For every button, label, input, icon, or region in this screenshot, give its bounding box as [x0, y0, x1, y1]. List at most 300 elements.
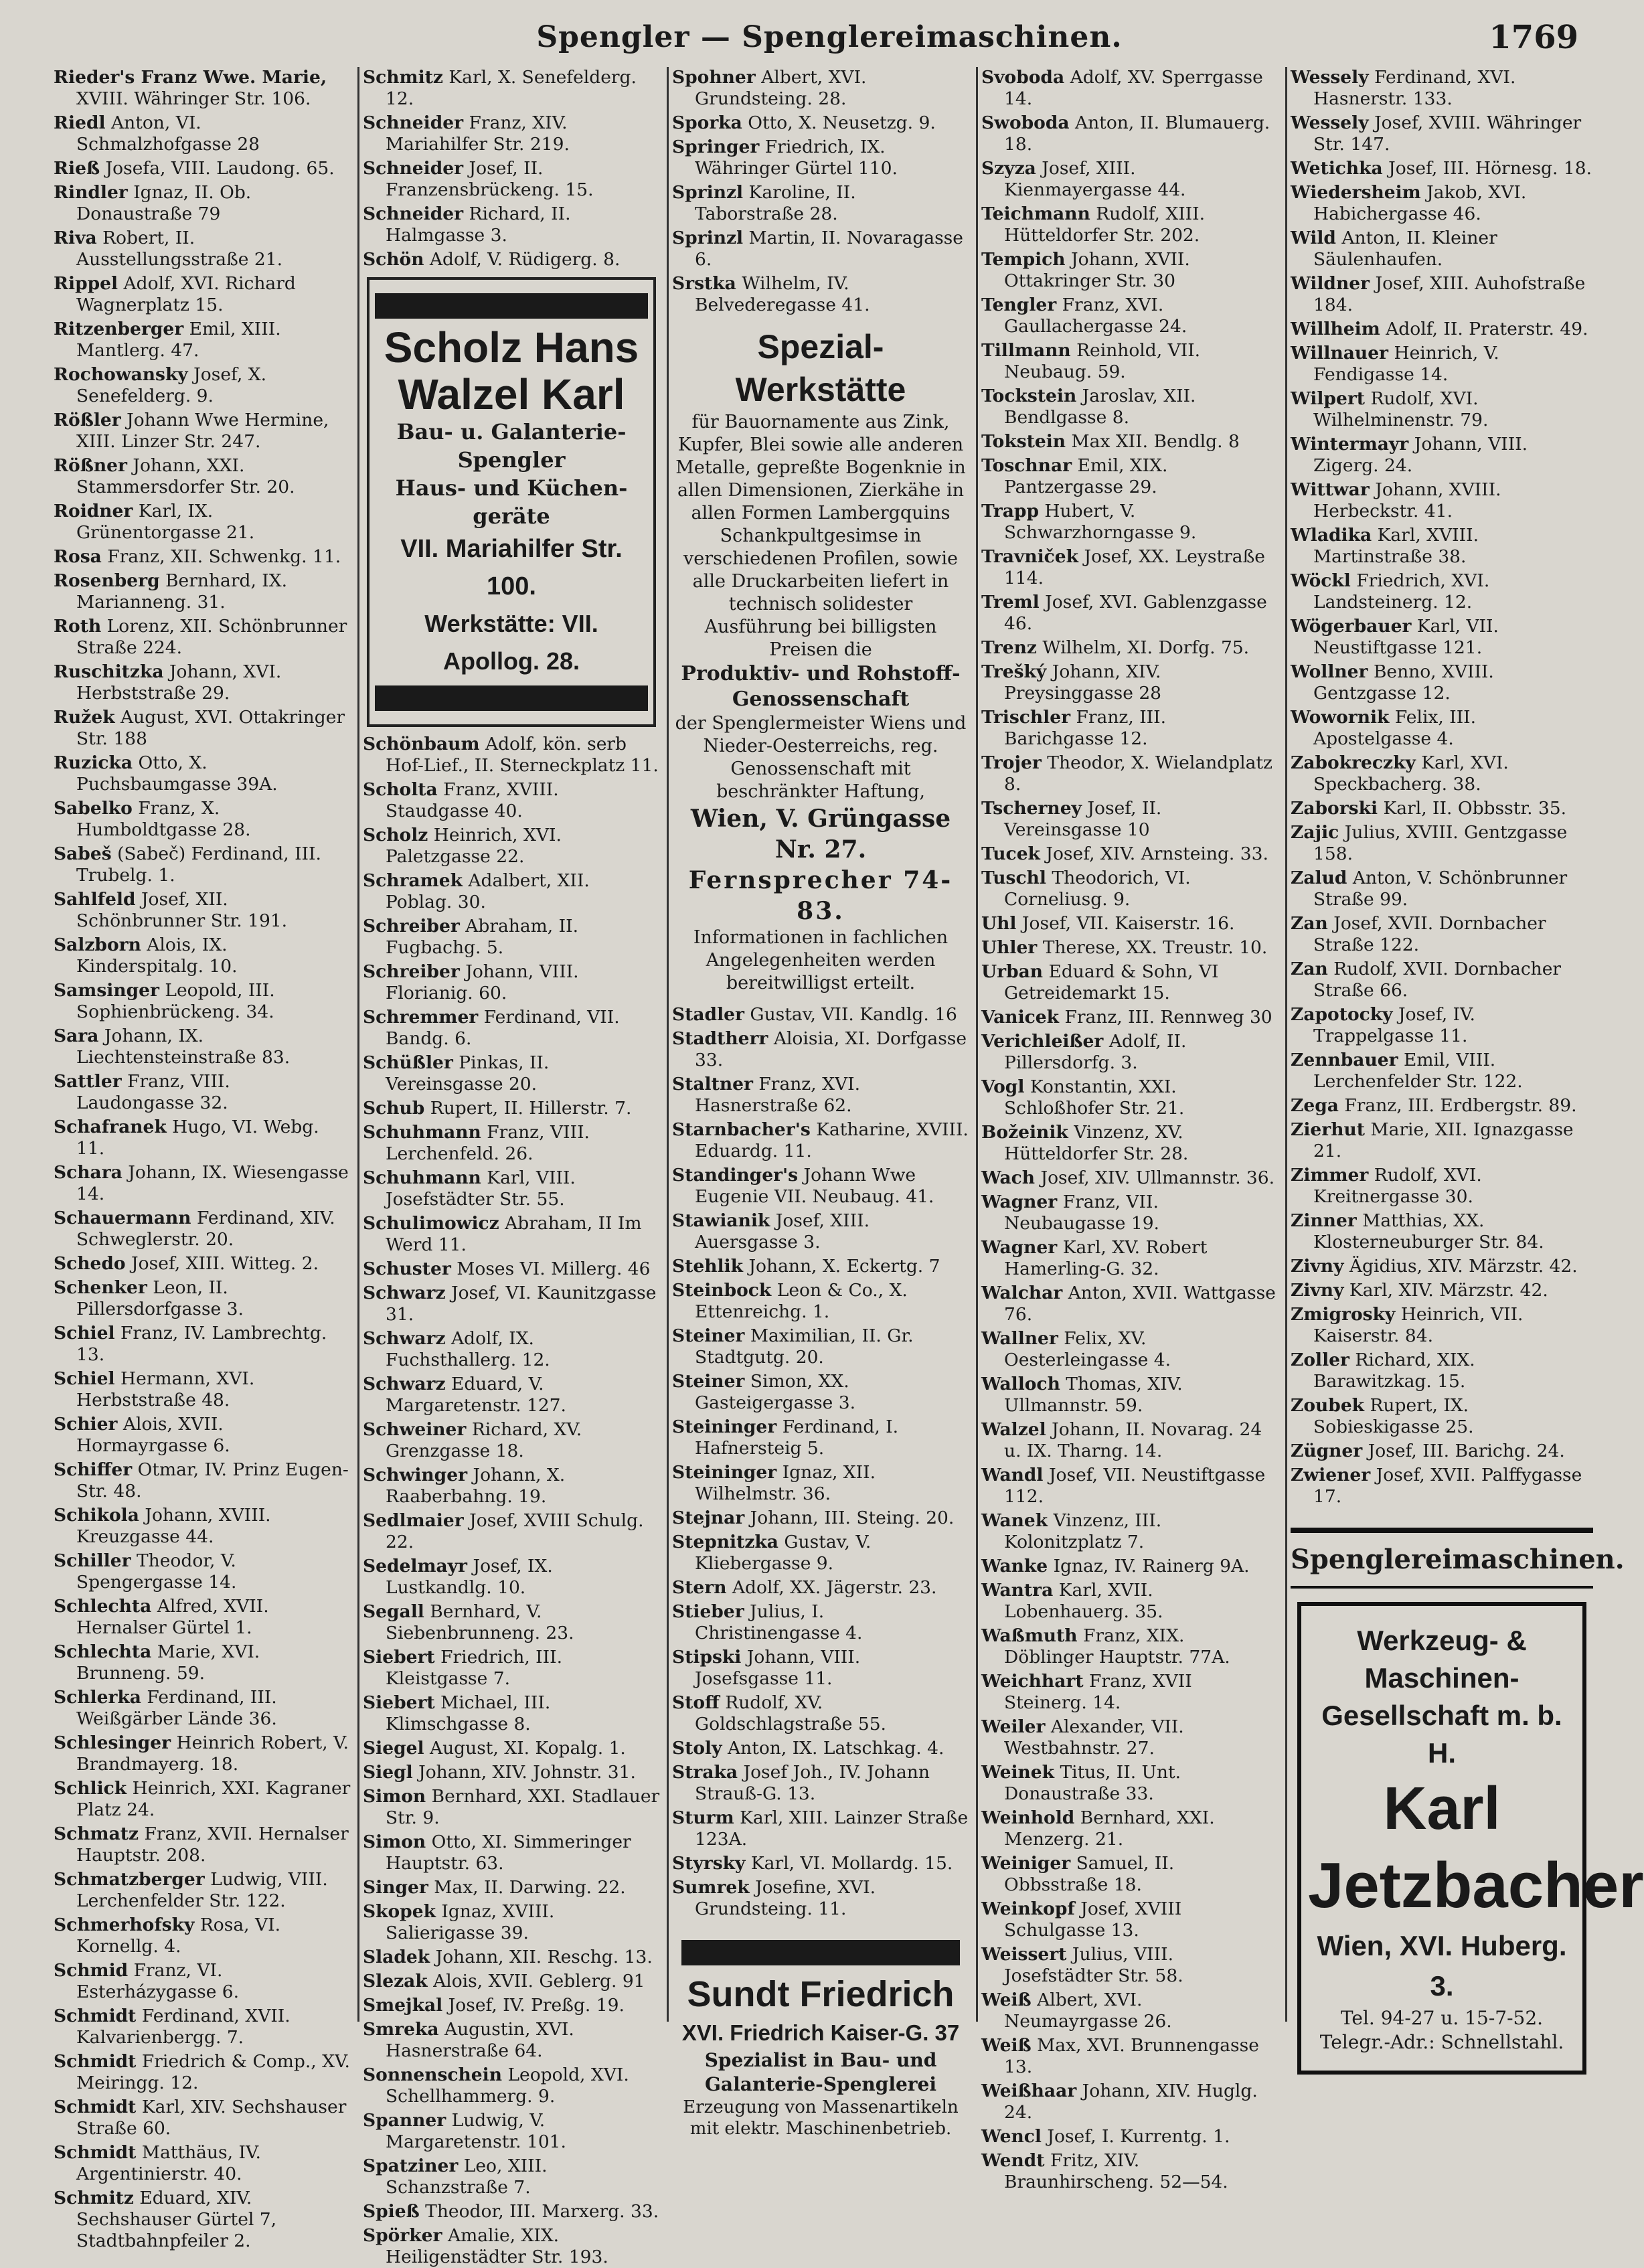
directory-entry — [363, 870, 660, 913]
directory-entry — [54, 112, 351, 155]
directory-entry — [54, 228, 351, 270]
directory-entry — [981, 1007, 1279, 1028]
entry-name: Sumrek — [672, 1877, 750, 1898]
directory-entry — [1291, 182, 1593, 225]
entry-name: Staltner — [672, 1074, 753, 1095]
directory-entry — [54, 1687, 351, 1730]
entry-name: Ruschitzka — [54, 661, 164, 682]
entry-name: Zügner — [1291, 1441, 1363, 1461]
directory-entry — [981, 1076, 1279, 1119]
entry-name: Scholz — [363, 825, 428, 845]
directory-entry — [54, 182, 351, 225]
entry-name: Zmigrosky — [1291, 1304, 1396, 1325]
directory-entry — [981, 1556, 1279, 1577]
entry-name: Simon — [363, 1786, 426, 1807]
entry-name: Stawianik — [672, 1210, 770, 1231]
entry-details: Friedrich, III. Kleistgasse 7. — [386, 1647, 562, 1689]
directory-entry — [672, 273, 969, 316]
entry-name: Schiffer — [54, 1459, 133, 1480]
entry-details: Eduard & Sohn, VI Getreidemarkt 15. — [1004, 961, 1219, 1003]
entry-details: Richard, XV. Grenzgasse 18. — [386, 1419, 582, 1461]
entry-name: Walzel — [981, 1419, 1046, 1440]
directory-entry — [363, 1832, 660, 1874]
entry-details: Adolf, XX. Jägerstr. 23. — [732, 1577, 937, 1598]
directory-entry — [1291, 319, 1593, 340]
entry-name: Weinhold — [981, 1807, 1075, 1828]
directory-entry — [981, 546, 1279, 589]
section-heading: Spenglereimaschinen. — [1291, 1528, 1593, 1589]
ad-line: Karl — [1383, 1775, 1501, 1842]
entry-name: Toschnar — [981, 455, 1072, 476]
directory-entry — [54, 1026, 351, 1068]
entry-name: Siegl — [363, 1762, 413, 1783]
entry-details: Johann, X. Raaberbahng. 19. — [386, 1465, 566, 1507]
entry-details: Johann, IX. Wiesengasse 14. — [76, 1162, 349, 1204]
directory-entry — [54, 158, 351, 179]
directory-entry — [54, 1253, 351, 1275]
entry-details: Johann, XIV. Preysinggasse 28 — [1004, 661, 1162, 704]
directory-entry — [1291, 479, 1593, 522]
entry-name: Schuster — [363, 1259, 451, 1279]
entry-name: Rößler — [54, 410, 121, 430]
directory-entry — [672, 67, 969, 110]
directory-entry — [672, 182, 969, 225]
ad-line: Produktiv- und Rohstoff-Genossenschaft — [681, 662, 961, 711]
entry-details: Josef, VII. Neustiftgasse 112. — [1004, 1465, 1266, 1507]
entry-name: Weiß — [981, 2035, 1032, 2056]
entry-name: Weinek — [981, 1762, 1055, 1783]
entry-name: Willheim — [1291, 319, 1380, 339]
directory-entry — [672, 112, 969, 134]
entry-details: Gustav, VII. Kandlg. 16 — [750, 1004, 957, 1025]
entry-details: Franz, X. Humboldtgasse 28. — [76, 798, 251, 840]
entry-name: Sprinzl — [672, 182, 744, 203]
entry-name: Schreiber — [363, 916, 460, 937]
directory-entry — [981, 1122, 1279, 1165]
entry-details: Johann, XVI. Herbststraße 29. — [76, 661, 282, 704]
directory-entry — [54, 1869, 351, 1912]
directory-entry — [981, 67, 1279, 110]
entry-details: Leopold, III. Sophienbrückeng. 34. — [76, 980, 275, 1022]
entry-name: Stoff — [672, 1692, 720, 1713]
ad-line: XVI. Friedrich Kaiser-G. 37 — [681, 2020, 960, 2045]
entry-details: Konstantin, XXI. Schloßhofer Str. 21. — [1004, 1076, 1185, 1119]
directory-entry — [981, 843, 1279, 865]
directory-entry — [363, 112, 660, 155]
entry-details: Pinkas, II. Vereinsgasse 20. — [386, 1052, 550, 1095]
entry-name: Waßmuth — [981, 1625, 1078, 1646]
entry-name: Szyza — [981, 158, 1036, 179]
entry-name: Weiler — [981, 1716, 1046, 1737]
entry-name: Stadtherr — [672, 1028, 768, 1049]
directory-entry — [54, 661, 351, 704]
entry-name: Weiniger — [981, 1853, 1071, 1874]
entry-details: Martin, II. Novaragasse 6. — [695, 228, 963, 270]
entry-details: Ignaz, XII. Wilhelmstr. 36. — [695, 1462, 876, 1504]
entry-details: Josef, II. Franzensbrückeng. 15. — [386, 158, 594, 200]
jetzbacher-ad — [1297, 1602, 1644, 2075]
entry-name: Schlerka — [54, 1687, 141, 1708]
entry-name: Tockstein — [981, 386, 1077, 406]
directory-entry — [54, 1550, 351, 1593]
entry-name: Zwiener — [1291, 1465, 1371, 1485]
entry-name: Verichleißer — [981, 1031, 1104, 1052]
entry-name: Willnauer — [1291, 343, 1389, 363]
entry-name: Wögerbauer — [1291, 616, 1412, 637]
entry-name: Samsinger — [54, 980, 159, 1001]
entry-details: Alois, XVII. Hormayrgasse 6. — [76, 1414, 230, 1456]
directory-entry — [363, 1692, 660, 1735]
directory-entry — [981, 1167, 1279, 1189]
directory-entry — [981, 204, 1279, 246]
entry-name: Riedl — [54, 112, 106, 133]
directory-entry — [981, 937, 1279, 959]
entry-name: Rindler — [54, 182, 128, 203]
ad-line: Walzel Karl — [398, 370, 625, 418]
entry-details: Adolf, kön. serb Hof-Lief., II. Sterneckplatz 11. — [386, 734, 659, 776]
entry-name: Zan — [1291, 913, 1328, 934]
entry-details: Rudolf, XV. Goldschlagstraße 55. — [695, 1692, 886, 1734]
directory-entry — [1291, 1441, 1593, 1462]
directory-entry — [363, 1167, 660, 1210]
entry-name: Tengler — [981, 295, 1057, 315]
entry-name: Sporka — [672, 112, 742, 133]
directory-entry — [672, 1762, 969, 1805]
directory-entry — [363, 1283, 660, 1325]
entry-name: Wintermayr — [1291, 434, 1409, 455]
entry-name: Weiß — [981, 1990, 1032, 2010]
directory-entry — [981, 1419, 1279, 1462]
entry-details: Adolf, XV. Sperrgasse 14. — [1004, 67, 1263, 109]
entry-name: Zalud — [1291, 868, 1347, 888]
directory-entry — [672, 1416, 969, 1459]
entry-name: Wagner — [981, 1192, 1058, 1212]
entry-name: Wagner — [981, 1237, 1058, 1258]
entry-details: Josef, III. Barichg. 24. — [1368, 1441, 1565, 1461]
entry-name: Ritzenberger — [54, 319, 184, 339]
entry-name: Stern — [672, 1577, 727, 1598]
directory-entry — [1291, 1004, 1593, 1047]
entry-details: Ferdinand, VII. Bandg. 6. — [386, 1007, 620, 1049]
entry-name: Schwarz — [363, 1374, 446, 1394]
page-header — [54, 15, 1605, 62]
directory-entry — [672, 1738, 969, 1759]
entry-details: Franz, VII. Neubaugasse 19. — [1004, 1192, 1159, 1234]
entry-name: Steinbock — [672, 1280, 772, 1301]
entry-name: Wiedersheim — [1291, 182, 1421, 203]
entry-details: Anton, II. Blumauerg. 18. — [1004, 112, 1270, 155]
entry-name: Sedlmaier — [363, 1510, 464, 1531]
entry-details: Theodor, III. Marxerg. 33. — [425, 2201, 659, 2222]
directory-entry — [363, 249, 660, 270]
directory-entry — [1291, 1050, 1593, 1092]
entry-details: Ferdinand, XVII. Kalvarienbergg. 7. — [76, 2006, 291, 2048]
entry-name: Spanner — [363, 2110, 446, 2131]
entry-name: Schweiner — [363, 1419, 467, 1440]
entry-details: Rudolf, XVI. Kreitnergasse 30. — [1313, 1165, 1482, 1207]
entry-name: Smreka — [363, 2019, 439, 2040]
entry-details: Richard, II. Halmgasse 3. — [386, 204, 571, 246]
entry-name: Rippel — [54, 273, 118, 294]
ad-line: Jetzbacher — [1308, 1850, 1644, 1921]
directory-entry — [672, 1210, 969, 1253]
entry-name: Tokstein — [981, 431, 1066, 452]
directory-entry — [1291, 525, 1593, 568]
directory-entry — [981, 501, 1279, 544]
directory-entry — [672, 1462, 969, 1505]
directory-entry — [363, 1971, 660, 1992]
entry-name: Wild — [1291, 228, 1336, 248]
ad-bar — [681, 1940, 960, 1965]
directory-entry — [54, 1368, 351, 1411]
entry-name: Vogl — [981, 1076, 1025, 1097]
directory-entry — [363, 1877, 660, 1898]
entry-name: Sahlfeld — [54, 889, 136, 910]
entry-name: Tscherney — [981, 798, 1082, 819]
entry-name: Schmidt — [54, 2006, 137, 2026]
directory-entry — [981, 1374, 1279, 1416]
entry-details: Josef, XIV. Ullmannstr. 36. — [1040, 1167, 1275, 1188]
entry-name: Schlechta — [54, 1596, 152, 1617]
entry-name: Rieß — [54, 158, 100, 179]
directory-entry — [1291, 1119, 1593, 1162]
entry-details: August, XI. Kopalg. 1. — [429, 1738, 626, 1759]
directory-entry — [363, 825, 660, 868]
directory-entry — [672, 1647, 969, 1690]
entry-name: Wallner — [981, 1328, 1058, 1349]
entry-details: Theodor, V. Spengergasse 14. — [76, 1550, 237, 1593]
entry-name: Schmid — [54, 1960, 129, 1981]
ad-line: Werkzeug- & Maschinen-Gesellschaft m. b. H. — [1321, 1625, 1562, 1769]
directory-entry — [981, 386, 1279, 428]
directory-entry — [1291, 1095, 1593, 1117]
entry-details: Franz, XVI. Gaullachergasse 24. — [1004, 295, 1187, 337]
ad-line: Erzeugung von Massenartikeln mit elektr. Maschinenbetrieb. — [683, 2097, 959, 2139]
entry-details: Augustin, XVI. Hasnerstraße 64. — [386, 2019, 574, 2061]
entry-name: Sprinzl — [672, 228, 744, 248]
directory-entry — [54, 546, 351, 568]
entry-name: Trischler — [981, 707, 1071, 728]
entry-name: Srstka — [672, 273, 736, 294]
column-5 — [1291, 67, 1644, 2053]
entry-name: Zoubek — [1291, 1395, 1365, 1416]
entry-name: Springer — [672, 137, 760, 157]
directory-entry — [672, 1877, 969, 1920]
entry-details: Johann, VIII. Josefsgasse 11. — [695, 1647, 861, 1689]
entry-details: Friedrich & Comp., XV. Meiringg. 12. — [76, 2051, 350, 2093]
entry-name: Wowornik — [1291, 707, 1390, 728]
directory-entry — [981, 637, 1279, 659]
directory-entry — [363, 1995, 660, 2016]
directory-entry — [981, 1944, 1279, 1987]
directory-entry — [981, 1762, 1279, 1805]
entry-name: Tillmann — [981, 340, 1071, 361]
ad-line: Werkstätte: VII. Apollog. 28. — [424, 610, 598, 675]
entry-name: Schlesinger — [54, 1732, 171, 1753]
entry-name: Rosa — [54, 546, 102, 567]
directory-entry — [981, 1580, 1279, 1623]
entry-name: Spieß — [363, 2201, 420, 2222]
directory-entry — [54, 752, 351, 795]
directory-entry — [54, 1596, 351, 1639]
directory-entry — [981, 1510, 1279, 1553]
entry-details: Lorenz, XII. Schönbrunner Straße 224. — [76, 616, 347, 658]
directory-entry — [672, 1004, 969, 1026]
entry-name: Steiner — [672, 1371, 745, 1392]
entry-name: Styrsky — [672, 1853, 746, 1874]
entry-name: Stieber — [672, 1601, 744, 1622]
entry-details: Rosa, VI. Kornellg. 4. — [76, 1915, 281, 1957]
entry-name: Schafranek — [54, 1117, 167, 1137]
entry-details: Johann Wwe Eugenie VII. Neubaug. 41. — [695, 1165, 934, 1207]
column-4 — [981, 67, 1287, 2192]
entry-name: Segall — [363, 1601, 424, 1622]
directory-entry — [54, 1071, 351, 1114]
entry-name: Stadler — [672, 1004, 744, 1025]
directory-entry — [672, 1807, 969, 1850]
entry-name: Zivny — [1291, 1256, 1344, 1277]
directory-entry — [1291, 273, 1593, 316]
spezial-werkstaette-ad — [675, 325, 967, 995]
entry-name: Zajic — [1291, 822, 1339, 843]
directory-entry — [54, 1117, 351, 1159]
entry-details: Benno, XVIII. Gentzgasse 12. — [1313, 661, 1494, 704]
entry-name: Walloch — [981, 1374, 1060, 1394]
entry-details: Emil, XIII. Mantlerg. 47. — [76, 319, 281, 361]
entry-name: Tuschl — [981, 868, 1046, 888]
directory-entry — [54, 2006, 351, 2048]
directory-entry — [672, 1165, 969, 1208]
entry-name: Schlick — [54, 1778, 127, 1799]
directory-entry — [981, 913, 1279, 935]
entry-name: Sladek — [363, 1947, 430, 1967]
entry-name: Wanek — [981, 1510, 1048, 1531]
ad-line: für Bauornamente aus Zink, Kupfer, Blei sowie alle anderen Metalle, gepreßte Bogenknie in allen Dimensionen, Zierkähe in allen Formen Lambergquins Schankpultgesimse in verschiedenen Profilen, sowie alle Druckarbeiten liefert in technisch solidester Ausführung bei billigsten Preisen die — [675, 412, 966, 660]
entry-name: Schmitz — [54, 2188, 134, 2208]
entry-name: Swoboda — [981, 112, 1070, 133]
directory-entry — [363, 1762, 660, 1783]
directory-entry — [363, 1556, 660, 1599]
entry-name: Wandl — [981, 1465, 1044, 1485]
entry-details: Wilhelm, XI. Dorfg. 75. — [1042, 637, 1250, 658]
directory-entry — [54, 935, 351, 977]
entry-details: Josef, XVIII Schulg. 22. — [386, 1510, 644, 1552]
entry-details: Johann, III. Steing. 20. — [750, 1508, 955, 1528]
directory-entry — [363, 2225, 660, 2268]
directory-entry — [54, 1208, 351, 1250]
directory-entry — [1291, 616, 1593, 659]
entry-name: Stepnitzka — [672, 1532, 778, 1552]
entry-name: Schneider — [363, 112, 464, 133]
entry-name: Schwarz — [363, 1283, 446, 1303]
entry-details: Therese, XX. Treustr. 10. — [1042, 937, 1268, 958]
entry-details: Johann, XVII. Ottakringer Str. 30 — [1004, 249, 1190, 291]
entry-details: Adolf, V. Rüdigerg. 8. — [429, 249, 621, 270]
directory-entry — [54, 67, 351, 110]
directory-entry — [1291, 1350, 1593, 1392]
directory-entry — [363, 2064, 660, 2107]
entry-name: Zega — [1291, 1095, 1339, 1116]
entry-details: Johann, XXI. Stammersdorfer Str. 20. — [76, 455, 295, 497]
entry-details: Adolf, II. Pillersdorfg. 3. — [1004, 1031, 1187, 1073]
entry-details: Rupert, II. Hillerstr. 7. — [430, 1098, 632, 1119]
directory-entry — [672, 1692, 969, 1735]
entry-details: Josef, I. Kurrentg. 1. — [1047, 2126, 1230, 2147]
entry-details: Josef, VI. Kaunitzgasse 31. — [386, 1283, 657, 1325]
entry-name: Schlechta — [54, 1641, 152, 1662]
directory-entry — [54, 2051, 351, 2094]
entry-details: Hermann, XVI. Herbststraße 48. — [76, 1368, 255, 1410]
entry-name: Spatziner — [363, 2156, 459, 2176]
entry-details: Robert, II. Ausstellungsstraße 21. — [76, 228, 283, 270]
entry-name: Wladika — [1291, 525, 1372, 546]
entry-name: Wollner — [1291, 661, 1368, 682]
entry-name: Sattler — [54, 1071, 122, 1092]
entry-details: Franz, XVII Steinerg. 14. — [1004, 1671, 1192, 1713]
directory-entry — [1291, 67, 1593, 110]
directory-entry — [54, 2142, 351, 2185]
entry-details: Alfred, XVII. Hernalser Gürtel 1. — [76, 1596, 269, 1638]
entry-details: Karl, XIV. Sechshauser Straße 60. — [76, 2097, 347, 2139]
directory-entry — [54, 1505, 351, 1548]
entry-details: (Sabeč) Ferdinand, III. Trubelg. 1. — [76, 843, 321, 886]
entry-name: Schön — [363, 249, 424, 270]
entry-details: Johann, XIV. Johnstr. 31. — [418, 1762, 636, 1783]
entry-details: Franz, VI. Esterházygasse 6. — [76, 1960, 240, 2002]
directory-entry — [363, 204, 660, 246]
entry-details: Bernhard, XXI. Stadlauer Str. 9. — [386, 1786, 660, 1828]
entry-name: Sabelko — [54, 798, 133, 819]
entry-name: Travniček — [981, 546, 1079, 567]
directory-entry — [981, 2081, 1279, 2123]
directory-entry — [981, 752, 1279, 795]
entry-details: Josef, XVIII. Währinger Str. 147. — [1313, 112, 1582, 155]
entry-details: Albert, XVI. Grundsteing. 28. — [695, 67, 867, 109]
entry-name: Scholta — [363, 779, 438, 800]
entry-details: Franz, IV. Lambrechtg. 13. — [76, 1323, 327, 1365]
entry-details: Abraham, II Im Werd 11. — [386, 1213, 642, 1255]
directory-entry — [981, 1237, 1279, 1280]
entry-name: Walchar — [981, 1283, 1063, 1303]
directory-entry — [54, 1778, 351, 1821]
directory-entry — [1291, 959, 1593, 1001]
entry-details: Johann, X. Eckertg. 7 — [748, 1256, 940, 1277]
directory-entry — [672, 1371, 969, 1414]
directory-entry — [363, 1259, 660, 1280]
entry-name: Zan — [1291, 959, 1328, 979]
entry-details: August, XVI. Ottakringer Str. 188 — [76, 707, 345, 749]
entry-name: Schneider — [363, 204, 464, 224]
entry-name: Tucek — [981, 843, 1040, 864]
entry-name: Trešký — [981, 661, 1047, 682]
directory-entry — [672, 1074, 969, 1117]
entry-name: Svoboda — [981, 67, 1065, 88]
entry-details: Albert, XVI. Neumayrgasse 26. — [1004, 1990, 1172, 2032]
entry-name: Roidner — [54, 501, 133, 521]
entry-details: Josef, XX. Leystraße 114. — [1004, 546, 1265, 588]
entry-name: Schiel — [54, 1323, 115, 1344]
entry-name: Roth — [54, 616, 102, 637]
directory-entry — [1291, 343, 1593, 386]
directory-entry — [1291, 388, 1593, 431]
entry-name: Schiel — [54, 1368, 115, 1389]
entry-details: Karl, II. Obbsstr. 35. — [1383, 798, 1567, 819]
entry-details: Leon & Co., X. Ettenreichg. 1. — [695, 1280, 908, 1322]
entry-name: Stoly — [672, 1738, 722, 1759]
entry-name: Weinkopf — [981, 1898, 1075, 1919]
entry-name: Salzborn — [54, 935, 141, 955]
directory-entry — [672, 1601, 969, 1644]
